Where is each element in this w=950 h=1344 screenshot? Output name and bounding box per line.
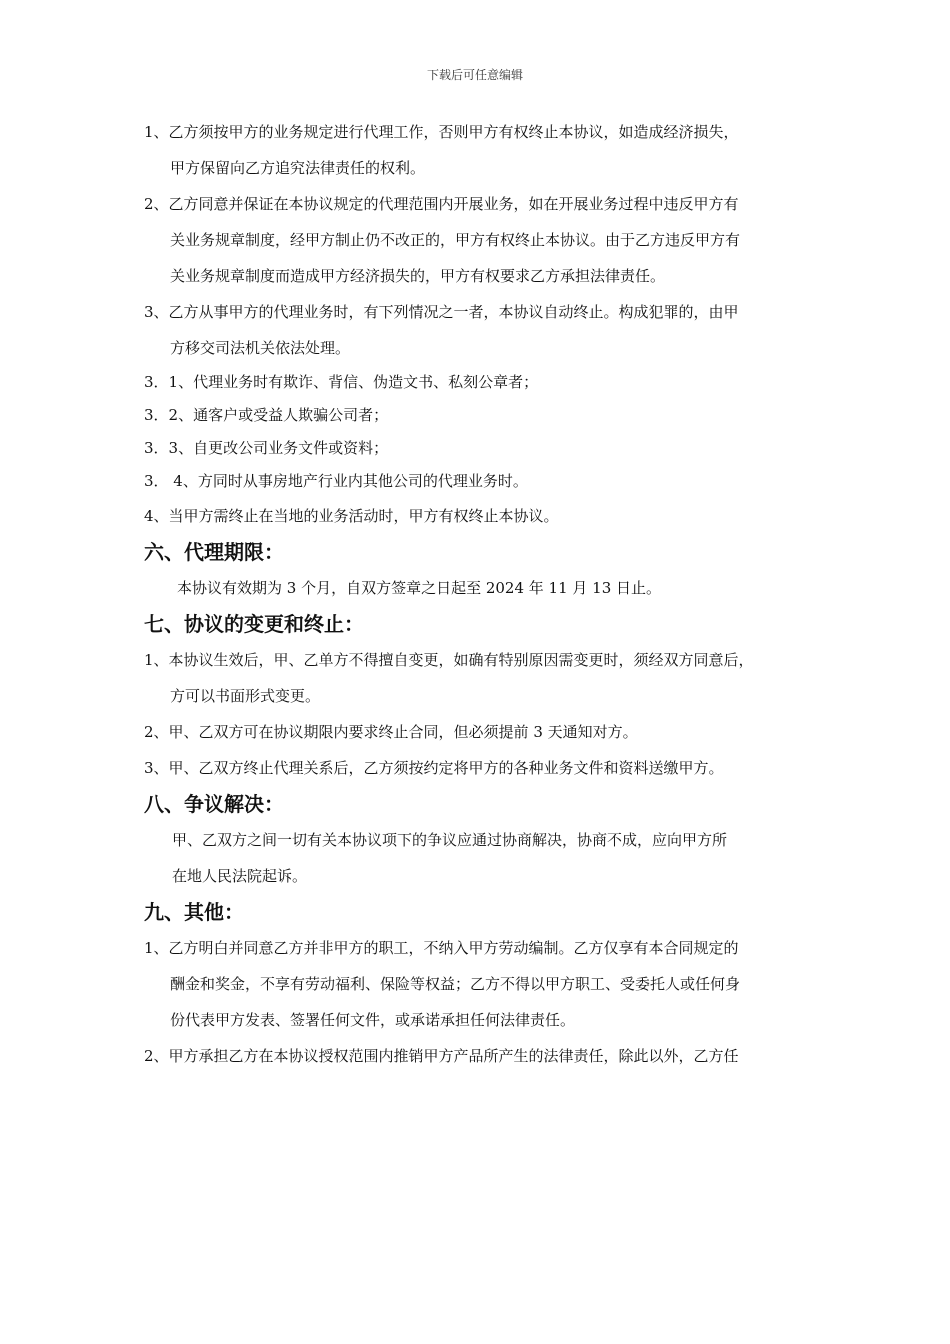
section-9-item-1-line-1: 1、乙方明白并同意乙方并非甲方的职工，不纳入甲方劳动编制。乙方仅享有本合同规定的	[144, 939, 739, 957]
section-7-title: 七、协议的变更和终止：	[144, 612, 364, 636]
clause-3-3: 3．3、自更改公司业务文件或资料；	[144, 439, 389, 457]
clause-2-line-1: 2、乙方同意并保证在本协议规定的代理范围内开展业务，如在开展业务过程中违反甲方有	[144, 195, 739, 213]
section-8-paragraph-line-1: 甲、乙双方之间一切有关本协议项下的争议应通过协商解决，协商不成，应向甲方所	[172, 831, 728, 849]
section-6-title: 六、代理期限：	[144, 540, 284, 564]
section-9-item-2-line-1: 2、甲方承担乙方在本协议授权范围内推销甲方产品所产生的法律责任，除此以外，乙方任	[144, 1047, 739, 1065]
section-7-item-1-line-1: 1、本协议生效后，甲、乙单方不得擅自变更，如确有特别原因需变更时，须经双方同意后，	[144, 651, 754, 669]
clause-3-line-1: 3、乙方从事甲方的代理业务时，有下列情况之一者，本协议自动终止。构成犯罪的，由甲	[144, 303, 739, 321]
section-7-item-3: 3、甲、乙双方终止代理关系后，乙方须按约定将甲方的各种业务文件和资料送缴甲方。	[144, 759, 724, 777]
clause-3-4: 3． 4、方同时从事房地产行业内其他公司的代理业务时。	[144, 472, 528, 490]
section-9-item-1-line-2: 酬金和奖金，不享有劳动福利、保险等权益；乙方不得以甲方职工、受委托人或任何身	[170, 975, 741, 993]
section-7-item-2: 2、甲、乙双方可在协议期限内要求终止合同，但必须提前 3 天通知对方。	[144, 723, 638, 741]
clause-2-line-3: 关业务规章制度而造成甲方经济损失的，甲方有权要求乙方承担法律责任。	[170, 267, 666, 285]
page-header: 下载后可任意编辑	[426, 68, 523, 82]
clause-3-1: 3．1、代理业务时有欺诈、背信、伪造文书、私刻公章者；	[144, 373, 539, 391]
section-9-item-1-line-3: 份代表甲方发表、签署任何文件，或承诺承担任何法律责任。	[170, 1011, 576, 1029]
clause-3-2: 3．2、通客户或受益人欺骗公司者；	[144, 406, 389, 424]
section-6-paragraph: 本协议有效期为 3 个月，自双方签章之日起至 2024 年 11 月 13 日止。	[177, 579, 662, 597]
clause-1-line-2: 甲方保留向乙方追究法律责任的权利。	[170, 159, 426, 177]
document-body	[144, 114, 824, 1074]
clause-1-line-1: 1、乙方须按甲方的业务规定进行代理工作，否则甲方有权终止本协议，如造成经济损失，	[144, 123, 739, 141]
section-9-title: 九、其他：	[144, 900, 244, 924]
section-8-paragraph-line-2: 在地人民法院起诉。	[172, 867, 308, 885]
clause-3-line-2: 方移交司法机关依法处理。	[170, 339, 351, 357]
section-8-title: 八、争议解决：	[144, 792, 284, 816]
section-7-item-1-line-2: 方可以书面形式变更。	[170, 687, 321, 705]
clause-2-line-2: 关业务规章制度，经甲方制止仍不改正的，甲方有权终止本协议。由于乙方违反甲方有	[170, 231, 741, 249]
clause-4: 4、当甲方需终止在当地的业务活动时，甲方有权终止本协议。	[144, 507, 559, 525]
